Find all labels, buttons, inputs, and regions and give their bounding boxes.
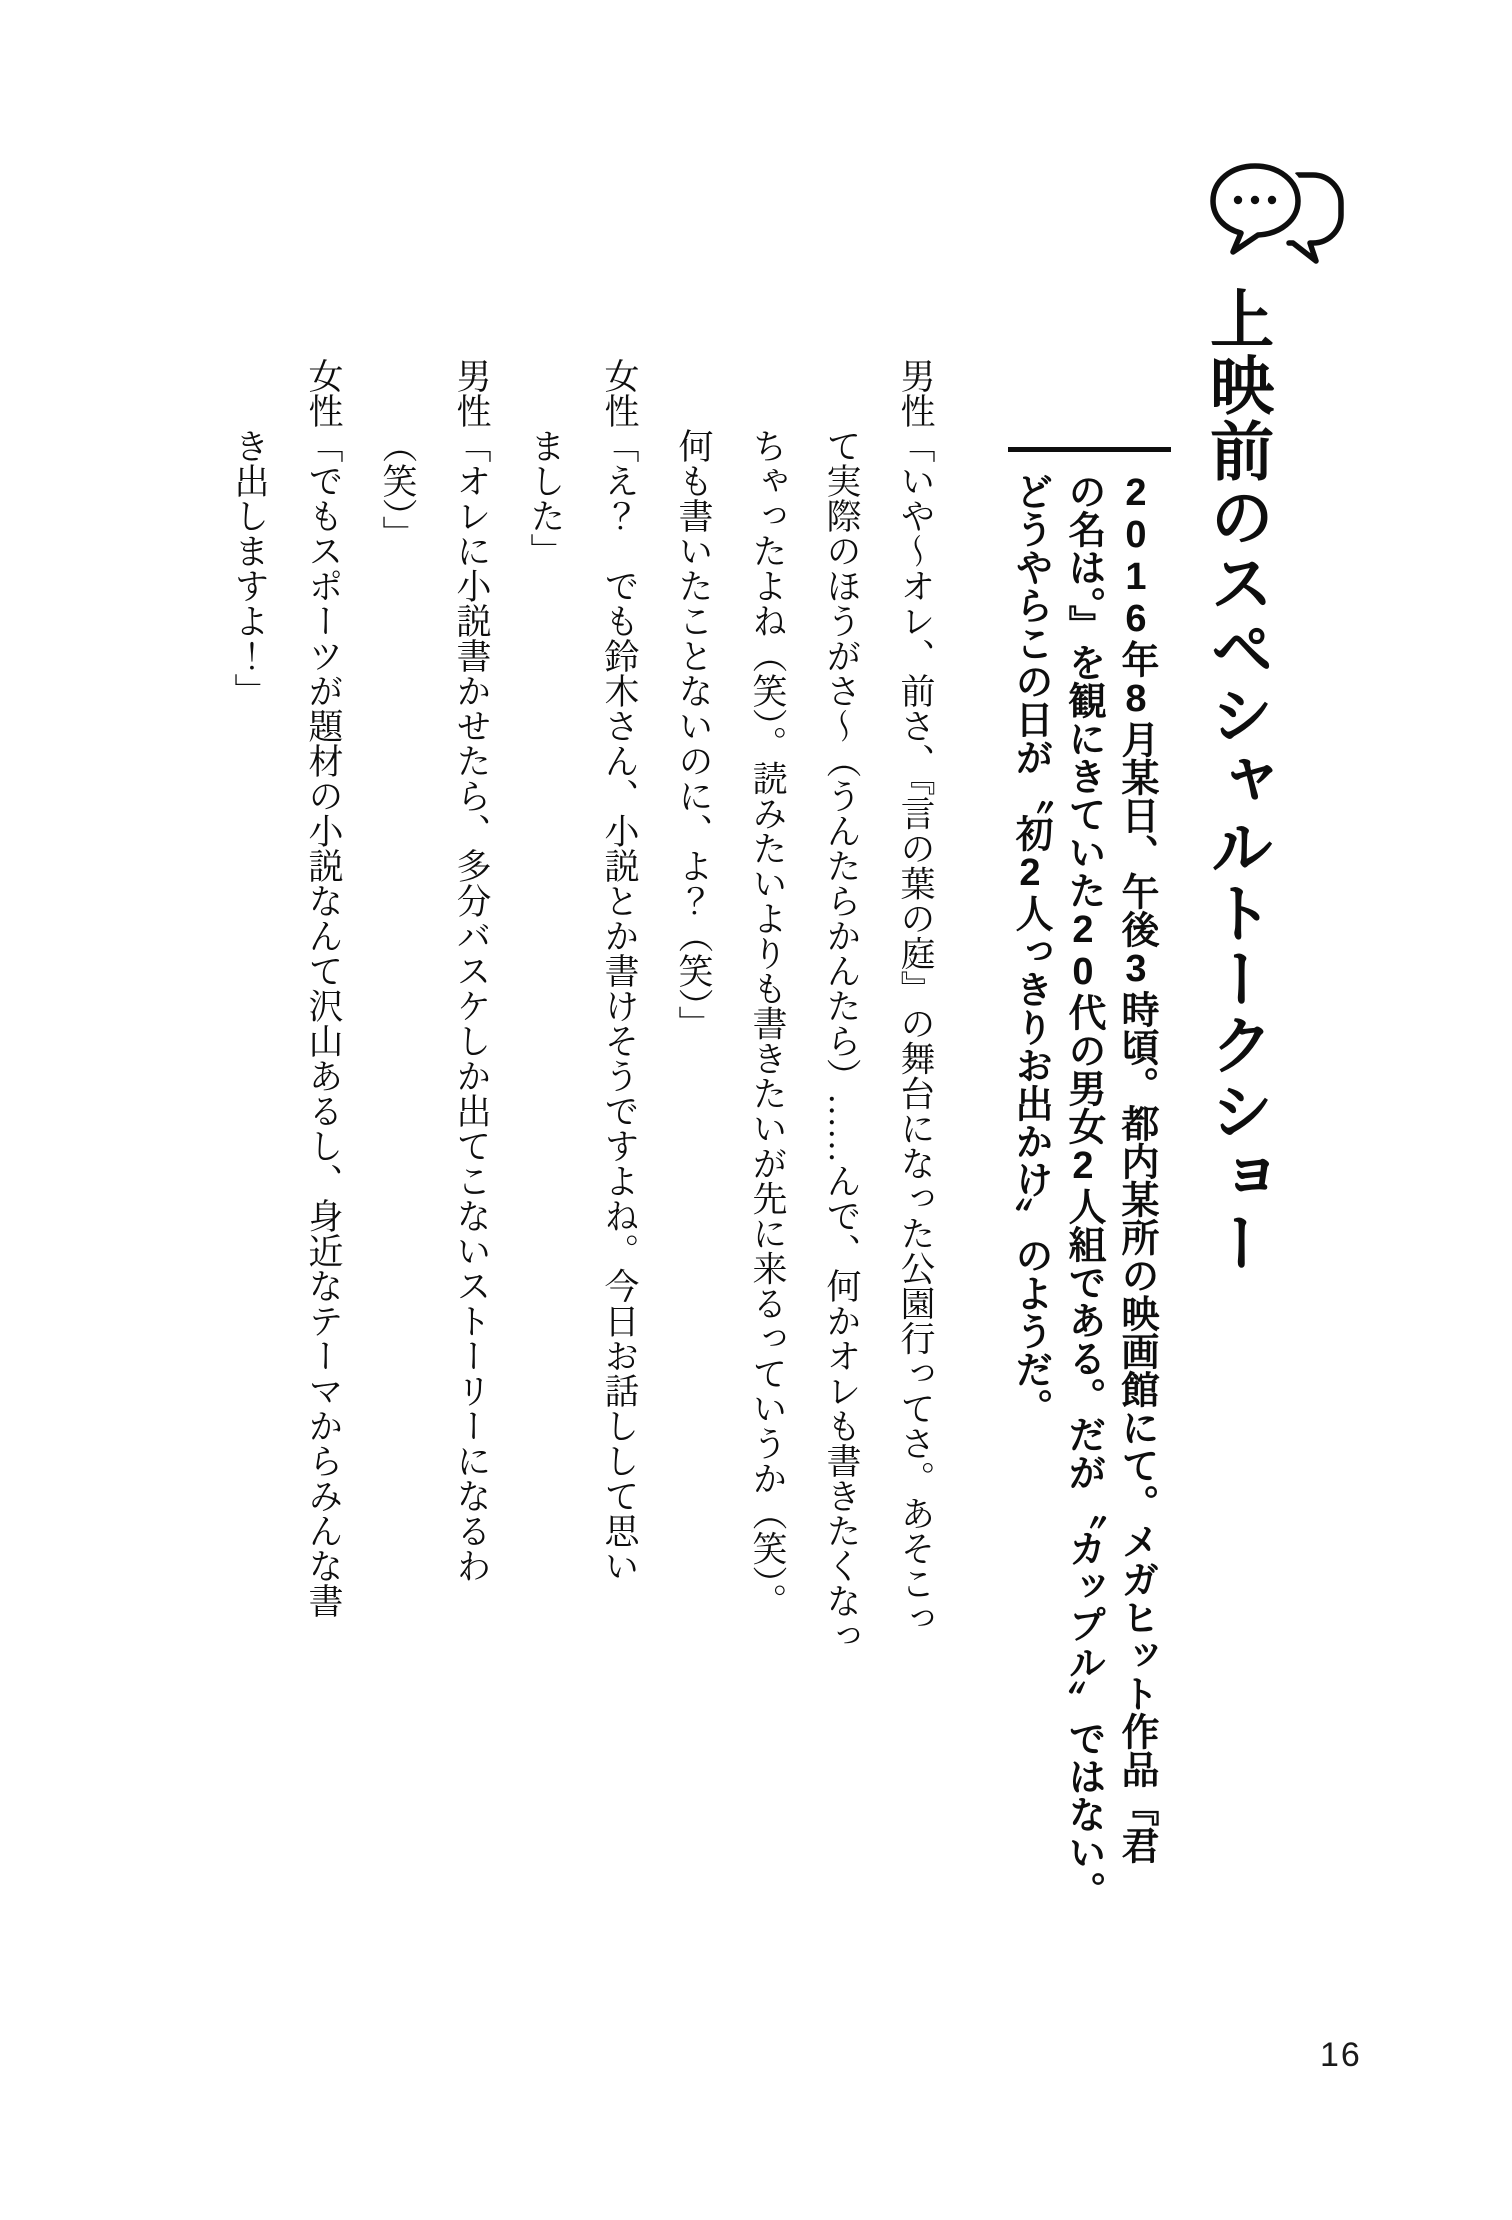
dialogue-block xyxy=(212,358,952,1653)
utterance-line: （笑）」 xyxy=(378,428,417,551)
utterance-line: ました」 xyxy=(526,428,565,568)
page-number: 16 xyxy=(1320,2036,1362,2074)
utterance-line: 何も書いたことないのに、よ？（笑）」 xyxy=(674,428,713,1041)
section-rule xyxy=(1008,447,1171,452)
utterance-text: 「でもスポーツが題材の小説なんて沢山あるし、身近なテーマからみんな書 xyxy=(304,428,343,1618)
intro-paragraph xyxy=(1003,472,1162,1909)
utterance-text: 「いや〜オレ、前さ、『言の葉の庭』の舞台になった公園行ってさ。あそこっ xyxy=(896,428,935,1636)
intro-line: どうやらこの日が〝初2人っきりお出かけ〟のようだ。 xyxy=(1009,472,1051,1426)
utterance-line xyxy=(286,358,360,1653)
speaker-label: 男性 xyxy=(452,358,491,428)
speech-bubbles-icon xyxy=(1205,158,1353,270)
dot xyxy=(1268,196,1276,204)
page-title: 上映前のスペシャルトークショー xyxy=(1201,286,1274,1276)
intro-line: の名は。』を観にきていた20代の男女2人組である。だが〝カップル〟ではない。 xyxy=(1062,472,1104,1909)
dot xyxy=(1251,196,1259,204)
utterance-line xyxy=(878,358,952,1653)
utterance-line xyxy=(434,358,508,1653)
speaker-label: 女性 xyxy=(600,358,639,428)
speaker-label: 男性 xyxy=(896,358,935,428)
utterance-text: 「オレに小説書かせたら、多分バスケしか出てこないストーリーになるわ xyxy=(452,428,491,1583)
speaker-label: 女性 xyxy=(304,358,343,428)
intro-line: 2016年8月某日、午後3時頃。都内某所の映画館にて。メガヒット作品『君 xyxy=(1115,472,1157,1864)
utterance-line xyxy=(582,358,656,1653)
utterance-text: 「え？ でも鈴木さん、小説とか書けそうですよね。今日お話しして思い xyxy=(600,428,639,1583)
utterance-line: ちゃったよね（笑）。読みたいよりも書きたいが先に来るっていうか（笑）。 xyxy=(748,428,787,1618)
dot xyxy=(1234,196,1242,204)
utterance-line: き出しますよ！」 xyxy=(230,428,269,708)
utterance-line: て実際のほうがさ〜（うんたらかんたら）……んで、何かオレも書きたくなっ xyxy=(822,428,861,1653)
